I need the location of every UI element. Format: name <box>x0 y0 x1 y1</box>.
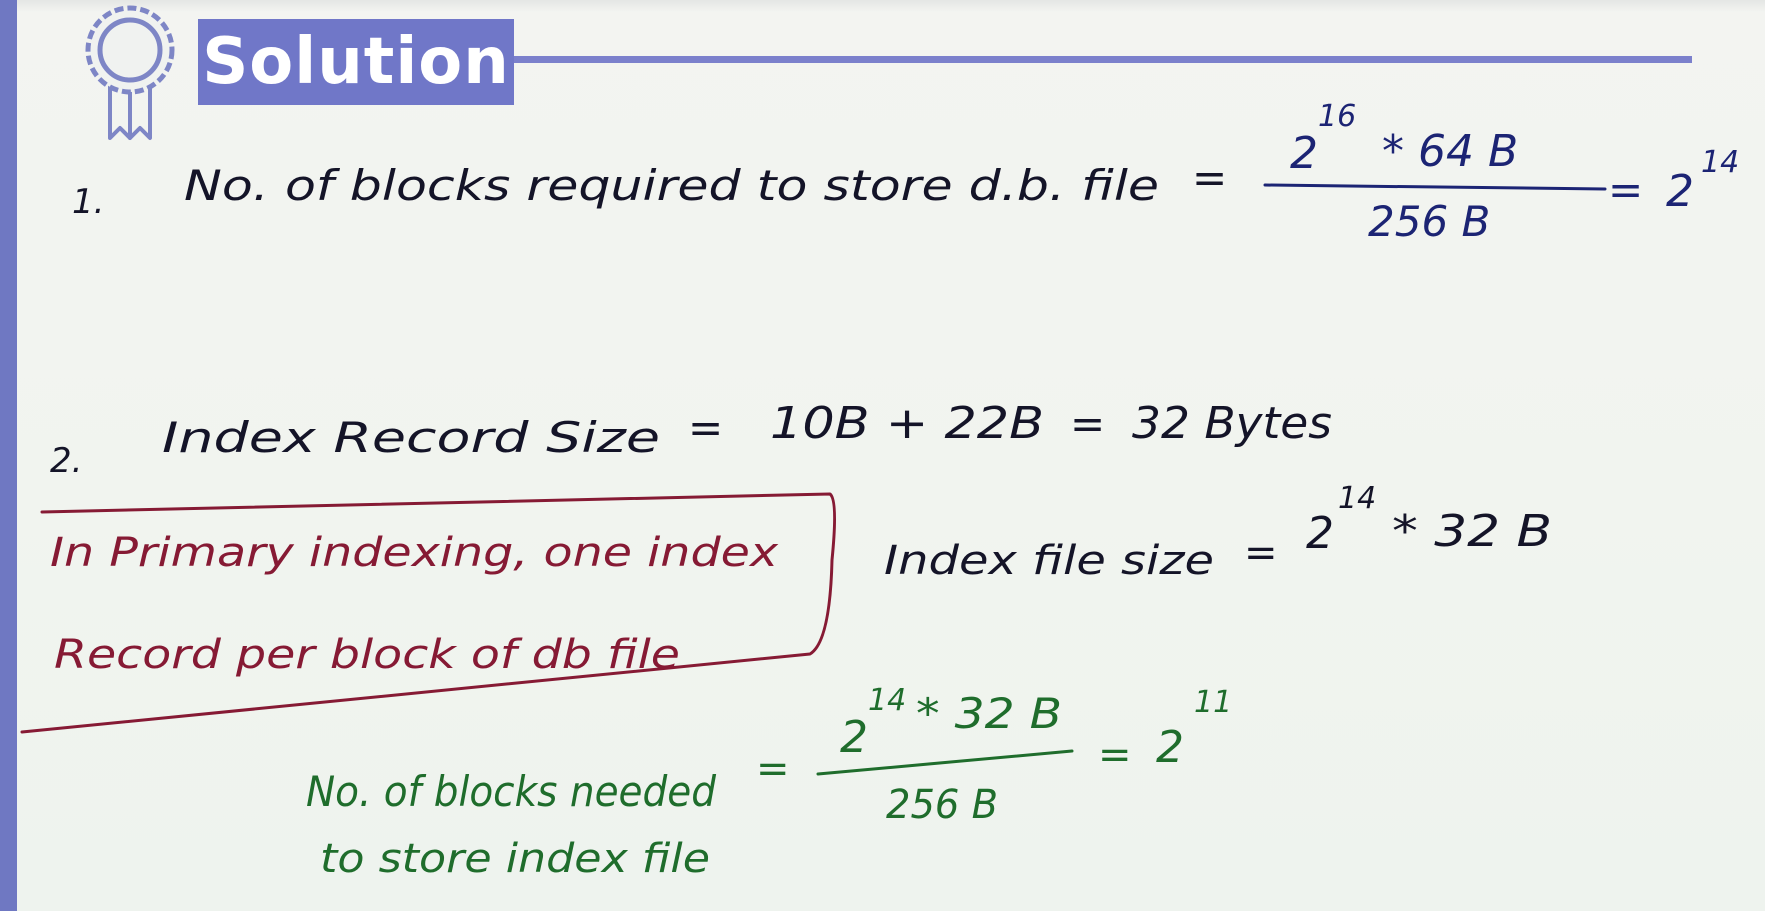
blocks-needed-result-equals: = <box>1098 732 1132 778</box>
blocks-needed-denominator: 256 B <box>886 782 998 828</box>
blocks-needed-numerator-rest: * 32 B <box>916 689 1062 738</box>
blocks-needed-numerator-exponent: 14 <box>868 683 907 718</box>
step1-number: 1. <box>72 182 105 222</box>
blocks-needed-numerator-base: 2 <box>840 712 868 763</box>
step2-result: 32 Bytes <box>1132 398 1332 449</box>
index-file-rest: * 32 B <box>1392 506 1552 557</box>
step2-equals: = <box>688 403 724 452</box>
step1-result-base: 2 <box>1666 166 1694 217</box>
index-file-base: 2 <box>1306 508 1334 559</box>
step2-number: 2. <box>50 441 83 481</box>
step1-label: No. of blocks required to store d.b. file <box>184 161 1159 210</box>
index-file-equals: = <box>1244 530 1278 576</box>
step1-fraction-bar <box>1265 185 1605 189</box>
blocks-needed-result-exponent: 11 <box>1194 685 1233 720</box>
index-file-label: Index file size <box>884 538 1214 584</box>
index-file-exponent: 14 <box>1338 481 1377 516</box>
step1-denominator: 256 B <box>1368 197 1491 246</box>
step2-equals2: = <box>1070 399 1106 448</box>
blocks-needed-label-line2: to store index file <box>320 836 710 882</box>
step1-numerator-base: 2 <box>1290 128 1318 179</box>
step1-numerator-rest: * 64 B <box>1382 126 1519 177</box>
blocks-needed-label-line1: No. of blocks needed <box>306 767 717 816</box>
step1-numerator-exponent: 16 <box>1318 99 1357 134</box>
step1-result-equals: = <box>1608 165 1644 214</box>
page-title: Solution <box>202 25 510 99</box>
step2-label: Index Record Size <box>162 413 660 462</box>
blocks-needed-result-base: 2 <box>1156 722 1184 773</box>
blocks-needed-equals: = <box>756 746 790 792</box>
note-line1: In Primary indexing, one index <box>50 530 779 576</box>
note-line2: Record per block of db file <box>54 632 680 678</box>
step2-expression: 10B + 22B <box>770 398 1044 449</box>
step1-result-exponent: 14 <box>1701 145 1740 180</box>
step1-equals: = <box>1192 153 1228 202</box>
